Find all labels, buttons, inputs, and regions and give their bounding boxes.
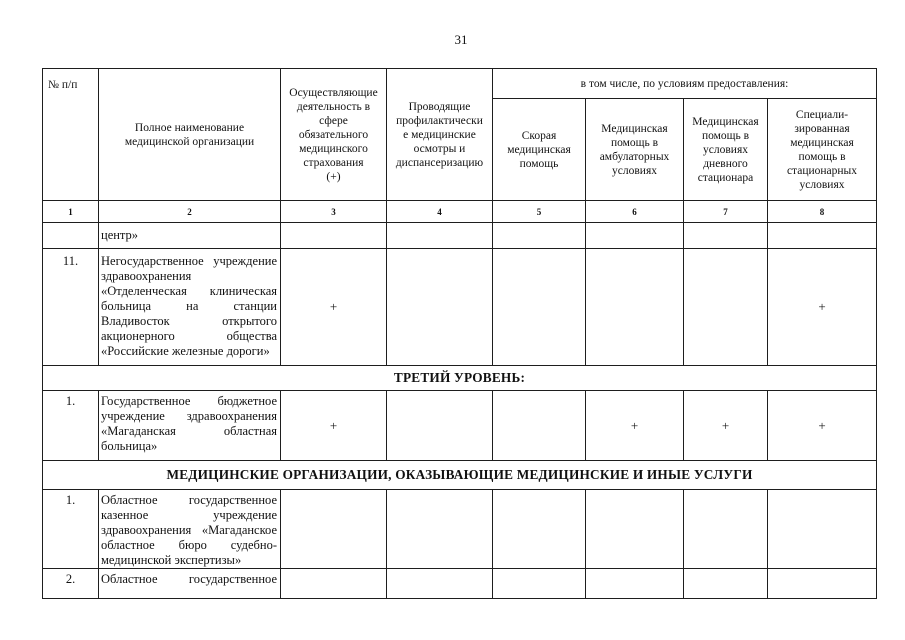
organization-name — [99, 223, 281, 249]
section-row — [43, 366, 877, 391]
mark-preventive-exams — [387, 249, 493, 366]
organization-name — [99, 391, 281, 461]
text-line: медицинская — [507, 143, 571, 156]
mark-oms: + — [281, 249, 387, 366]
text-line: помощь в — [701, 129, 750, 142]
header-row-number: № п/п — [43, 69, 99, 201]
section-row — [43, 461, 877, 490]
mark-outpatient: + — [586, 391, 684, 461]
text-line: Областное государственное — [101, 493, 277, 507]
text-line: Полное наименование — [134, 121, 245, 134]
header-preventive-exams — [387, 69, 493, 201]
mark-outpatient — [586, 490, 684, 569]
text-line: амбулаторных — [599, 150, 670, 163]
section-title: МЕДИЦИНСКИЕ ОРГАНИЗАЦИИ, ОКАЗЫВАЮЩИЕ МЕДИЦИНСКИЕ И ИНЫЕ УСЛУГИ — [43, 461, 877, 490]
text-line: больница» — [101, 439, 158, 453]
text-line: обязательного — [298, 128, 369, 141]
text-line: Проводящие — [408, 100, 471, 113]
mark-day-hospital — [684, 249, 768, 366]
table-row — [43, 391, 877, 461]
text-line: Медицинская — [601, 122, 668, 135]
text-line: осмотры и — [413, 142, 466, 155]
mark-day-hospital: + — [684, 391, 768, 461]
row-number — [43, 223, 99, 249]
column-number: 1 — [43, 201, 99, 223]
text-line: диспансеризацию — [395, 156, 484, 169]
mark-preventive-exams — [387, 391, 493, 461]
text-line: зированная — [794, 122, 850, 135]
text-line: стационара — [697, 171, 754, 184]
mark-preventive-exams — [387, 569, 493, 599]
text-line: (+) — [326, 170, 341, 183]
column-number: 5 — [493, 201, 586, 223]
header-day-hospital — [684, 99, 768, 201]
column-number: 4 — [387, 201, 493, 223]
text-line: дневного — [703, 157, 748, 170]
mark-ambulance — [493, 569, 586, 599]
mark-day-hospital — [684, 569, 768, 599]
text-line: сфере — [319, 114, 348, 127]
text-line: страхования — [303, 156, 364, 169]
text-line: стационарных — [786, 164, 858, 177]
text-line: здравоохранения — [101, 269, 192, 283]
mark-specialized-inpatient: + — [768, 249, 877, 366]
text-line: акционерного общества — [101, 329, 277, 343]
text-line: помощь в — [610, 136, 659, 149]
text-line: Скорая — [521, 129, 557, 142]
text-line: Государственное бюджетное — [101, 394, 277, 408]
row-number: 2. — [43, 569, 99, 599]
organization-name — [99, 490, 281, 569]
mark-outpatient — [586, 569, 684, 599]
text-line: е медицинские — [403, 128, 476, 141]
text-line: «Отделенческая клиническая — [101, 284, 277, 298]
table-row — [43, 490, 877, 569]
mark-specialized-inpatient — [768, 490, 877, 569]
text-line: областное бюро судебно- — [101, 538, 277, 552]
text-line: больница на станции — [101, 299, 277, 313]
text-line: деятельность в — [296, 100, 371, 113]
mark-outpatient — [586, 249, 684, 366]
text-line: здравоохранения «Магаданское — [101, 523, 277, 537]
text-line: условиях — [612, 164, 657, 177]
text-line: помощь в — [798, 150, 846, 163]
text-line: Областное государственное — [101, 572, 277, 586]
header-ambulance — [493, 99, 586, 201]
column-number: 2 — [99, 201, 281, 223]
mark-specialized-inpatient — [768, 223, 877, 249]
mark-day-hospital — [684, 490, 768, 569]
table-row — [43, 569, 877, 599]
column-number: 7 — [684, 201, 768, 223]
text-line: центр» — [101, 228, 139, 242]
text-line: условиях — [703, 143, 748, 156]
row-number: 11. — [43, 249, 99, 366]
header-organization-name — [99, 69, 281, 201]
mark-ambulance — [493, 490, 586, 569]
header-row — [43, 69, 877, 99]
table-header — [43, 69, 877, 223]
mark-ambulance — [493, 391, 586, 461]
column-number: 6 — [586, 201, 684, 223]
text-line: Владивосток открытого — [101, 314, 277, 328]
mark-ambulance — [493, 249, 586, 366]
text-line: Медицинская — [692, 115, 759, 128]
mark-specialized-inpatient: + — [768, 391, 877, 461]
row-number: 1. — [43, 391, 99, 461]
text-line: Осуществляющие — [289, 86, 378, 99]
mark-oms: + — [281, 391, 387, 461]
text-line: медицинская — [790, 136, 854, 149]
text-line: казенное учреждение — [101, 508, 277, 522]
column-number: 8 — [768, 201, 877, 223]
text-line: медицинской экспертизы» — [101, 553, 242, 567]
organization-name — [99, 249, 281, 366]
text-line: профилактически — [396, 114, 483, 127]
header-specialized-inpatient — [768, 99, 877, 201]
header-outpatient — [586, 99, 684, 201]
table-body — [43, 223, 877, 599]
mark-oms — [281, 490, 387, 569]
mark-preventive-exams — [387, 223, 493, 249]
mark-oms — [281, 569, 387, 599]
text-line: медицинского — [299, 142, 368, 155]
column-number: 3 — [281, 201, 387, 223]
mark-ambulance — [493, 223, 586, 249]
mark-outpatient — [586, 223, 684, 249]
mark-specialized-inpatient — [768, 569, 877, 599]
section-title: ТРЕТИЙ УРОВЕНЬ: — [43, 366, 877, 391]
medical-organizations-table — [42, 68, 877, 599]
header-conditions-group: в том числе, по условиям предоставления: — [493, 69, 877, 99]
text-line: «Магаданская областная — [101, 424, 277, 438]
text-line: Специали- — [795, 108, 849, 121]
text-line: медицинской организации — [124, 135, 255, 148]
mark-preventive-exams — [387, 490, 493, 569]
text-line: учреждение здравоохранения — [101, 409, 277, 423]
row-number: 1. — [43, 490, 99, 569]
header-oms — [281, 69, 387, 201]
mark-oms — [281, 223, 387, 249]
table-row — [43, 249, 877, 366]
page-number: 31 — [454, 32, 468, 47]
text-line: помощь — [519, 157, 559, 170]
table-row — [43, 223, 877, 249]
text-line: «Российские железные дороги» — [101, 344, 270, 358]
text-line: Негосударственное учреждение — [101, 254, 277, 268]
text-line: условиях — [799, 178, 845, 191]
organization-name — [99, 569, 281, 599]
column-numbers-row — [43, 201, 877, 223]
mark-day-hospital — [684, 223, 768, 249]
